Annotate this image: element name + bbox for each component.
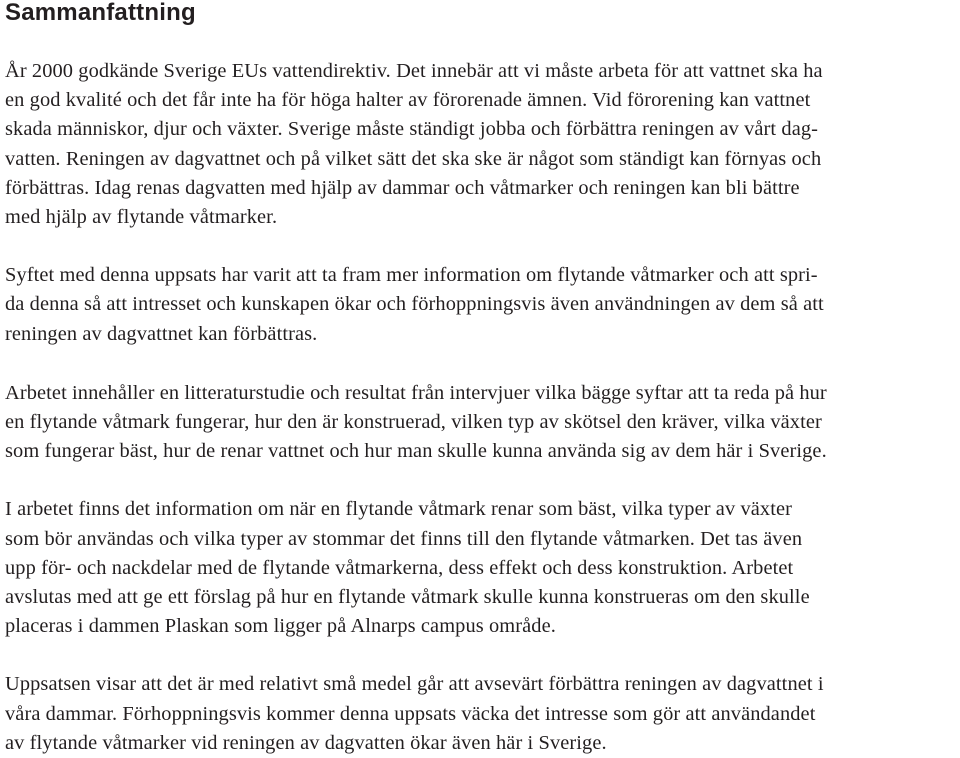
summary-paragraph-4	[5, 495, 955, 641]
paragraph-line: med hjälp av flytande våtmarker.	[5, 206, 278, 229]
paragraph-line: våra dammar. Förhoppningsvis kommer denna uppsats väcka det intresse som gör att användandet	[5, 702, 816, 725]
paragraph-line: da denna så att intresset och kunskapen ökar och förhoppningsvis även användningen av dem så att	[5, 293, 824, 316]
paragraph-line: som bör användas och vilka typer av stommar det finns till den flytande våtmarken. Det tas även	[5, 527, 803, 550]
paragraph-line: förbättras. Idag renas dagvatten med hjälp av dammar och våtmarker och reningen kan bli bättre	[5, 176, 800, 199]
summary-paragraph-2	[5, 261, 955, 349]
summary-paragraph-1	[5, 57, 955, 232]
paragraph-line: I arbetet finns det information om när en flytande våtmark renar som bäst, vilka typer av växter	[5, 498, 793, 521]
paragraph-line: Syftet med denna uppsats har varit att ta fram mer information om flytande våtmarker och att spri-	[5, 264, 818, 287]
paragraph-line: Arbetet innehåller en litteraturstudie och resultat från intervjuer vilka bägge syftar att ta reda på hur	[5, 381, 827, 404]
paragraph-line: en flytande våtmark fungerar, hur den är konstruerad, vilken typ av skötsel den kräver, vilka växter	[5, 411, 822, 434]
paragraph-line: skada människor, djur och växter. Sverige måste ständigt jobba och förbättra reningen av vårt dag-	[5, 118, 819, 141]
paragraph-line: reningen av dagvattnet kan förbättras.	[5, 322, 318, 345]
document-page	[5, 0, 955, 758]
summary-paragraph-5	[5, 670, 955, 758]
paragraph-line: en god kvalité och det får inte ha för höga halter av förorenade ämnen. Vid förorening kan vattnet	[5, 89, 811, 112]
page-title: Sammanfattning	[5, 0, 196, 26]
paragraph-line: Uppsatsen visar att det är med relativt små medel går att avsevärt förbättra reningen av dagvattnet i	[5, 673, 824, 696]
paragraph-line: vatten. Reningen av dagvattnet och på vilket sätt det ska ske är något som ständigt kan förnyas och	[5, 147, 822, 170]
paragraph-line: År 2000 godkände Sverige EUs vattendirektiv. Det innebär att vi måste arbeta för att vattnet ska ha	[5, 60, 823, 82]
paragraph-line: som fungerar bäst, hur de renar vattnet och hur man skulle kunna använda sig av dem här i Sverige.	[5, 440, 827, 463]
paragraph-line: upp för- och nackdelar med de flytande våtmarkerna, dess effekt och dess konstruktion. Arbetet	[5, 556, 794, 579]
paragraph-line: av flytande våtmarker vid reningen av dagvatten ökar även här i Sverige.	[5, 731, 607, 754]
paragraph-line: avslutas med att ge ett förslag på hur en flytande våtmark skulle kunna konstrueras om den skulle	[5, 586, 810, 609]
summary-paragraph-3	[5, 379, 955, 467]
paragraph-line: placeras i dammen Plaskan som ligger på Alnarps campus område.	[5, 615, 556, 638]
